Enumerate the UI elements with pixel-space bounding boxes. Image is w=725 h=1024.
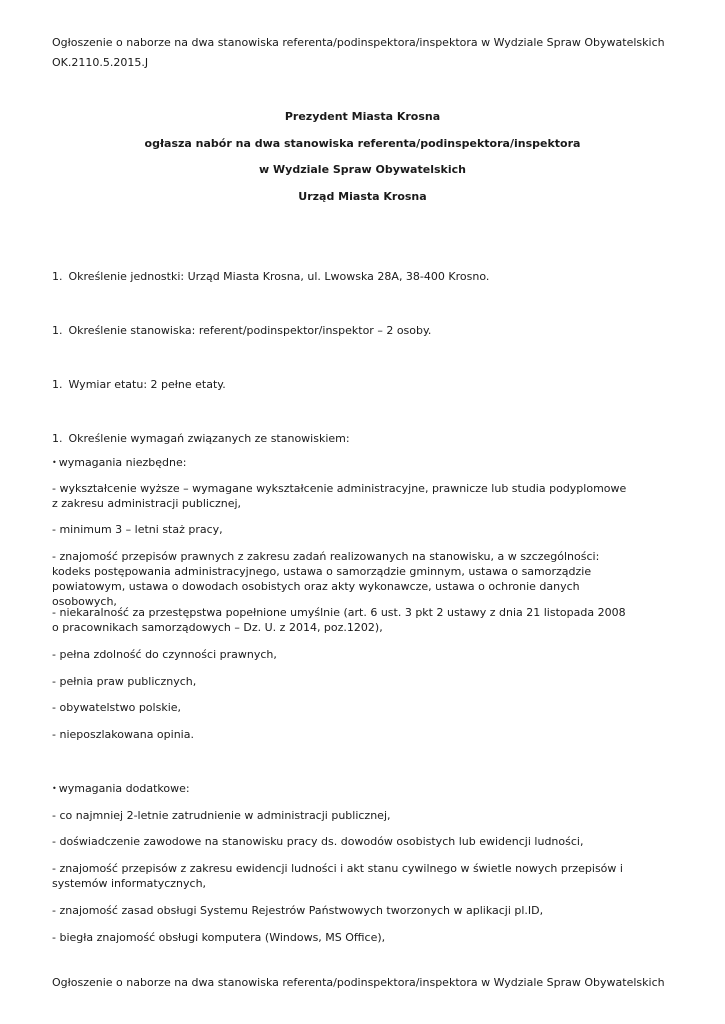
required-heading-text: wymagania niezbędne: [58,456,187,469]
additional-item: - znajomość przepisów z zakresu ewidencji ludności i akt stanu cywilnego w świetle nowych przepisów i systemów informatycznych, [52,862,623,890]
section-unit [52,269,489,284]
section-number: 1. [52,378,63,391]
required-heading [52,455,186,470]
required-item: - pełnia praw publicznych, [52,675,197,688]
page-footer-title: Ogłoszenie o naborze na dwa stanowiska referenta/podinspektora/inspektora w Wydziale Spraw Obywatelskich [52,976,665,989]
required-item: - pełna zdolność do czynności prawnych, [52,648,277,661]
bullet-icon: • [52,458,57,467]
section-workload [52,377,226,392]
additional-item: - znajomość zasad obsługi Systemu Rejestrów Państwowych tworzonych w aplikacji pl.ID, [52,904,544,917]
additional-item: - co najmniej 2-letnie zatrudnienie w administracji publicznej, [52,809,391,822]
required-item: - nieposzlakowana opinia. [52,728,194,741]
section-number: 1. [52,270,63,283]
additional-item: - biegła znajomość obsługi komputera (Windows, MS Office), [52,931,386,944]
section-text: Wymiar etatu: 2 pełne etaty. [68,378,226,391]
required-item: - niekaralność za przestępstwa popełnione umyślnie (art. 6 ust. 3 pkt 2 ustawy z dnia 21 listopada 2008 o pracownikach samorządowych – Dz. U. z 2014, poz.1202), [52,606,626,634]
section-text: Określenie stanowiska: referent/podinspektor/inspektor – 2 osoby. [68,324,432,337]
required-item: - znajomość przepisów prawnych z zakresu zadań realizowanych na stanowisku, a w szczególności: kodeks postępowania administracyjnego, ustawa o samorządzie gminnym, ustawa o samorządzie powiatowym, ustawa o dowodach osobistych oraz akty wykonawcze, ustawa o ochronie danych osobowych, [52,550,600,608]
additional-item: - doświadczenie zawodowe na stanowisku pracy ds. dowodów osobistych lub ewidencji ludności, [52,835,584,848]
required-item: - obywatelstwo polskie, [52,701,182,714]
required-item: - wykształcenie wyższe – wymagane wykształcenie administracyjne, prawnicze lub studia podyplomowe z zakresu administracji publicznej, [52,482,627,510]
page-header-title: Ogłoszenie o naborze na dwa stanowiska referenta/podinspektora/inspektora w Wydziale Spraw Obywatelskich [52,36,665,49]
section-position [52,323,431,338]
bullet-icon: • [52,784,57,793]
additional-heading [52,781,190,796]
additional-heading-text: wymagania dodatkowe: [58,782,190,795]
heading-line-4: Urząd Miasta Krosna [298,190,427,203]
section-number: 1. [52,432,63,445]
heading-line-1: Prezydent Miasta Krosna [284,110,441,123]
heading-line-3: w Wydziale Spraw Obywatelskich [259,163,466,176]
section-text: Określenie wymagań związanych ze stanowiskiem: [68,432,350,445]
section-number: 1. [52,324,63,337]
section-requirements [52,431,350,446]
heading-line-2: ogłasza nabór na dwa stanowiska referenta/podinspektora/inspektora [144,137,581,150]
required-item: - minimum 3 – letni staż pracy, [52,523,223,536]
section-text: Określenie jednostki: Urząd Miasta Krosna, ul. Lwowska 28A, 38-400 Krosno. [68,270,490,283]
reference-number: OK.2110.5.2015.J [52,56,149,69]
